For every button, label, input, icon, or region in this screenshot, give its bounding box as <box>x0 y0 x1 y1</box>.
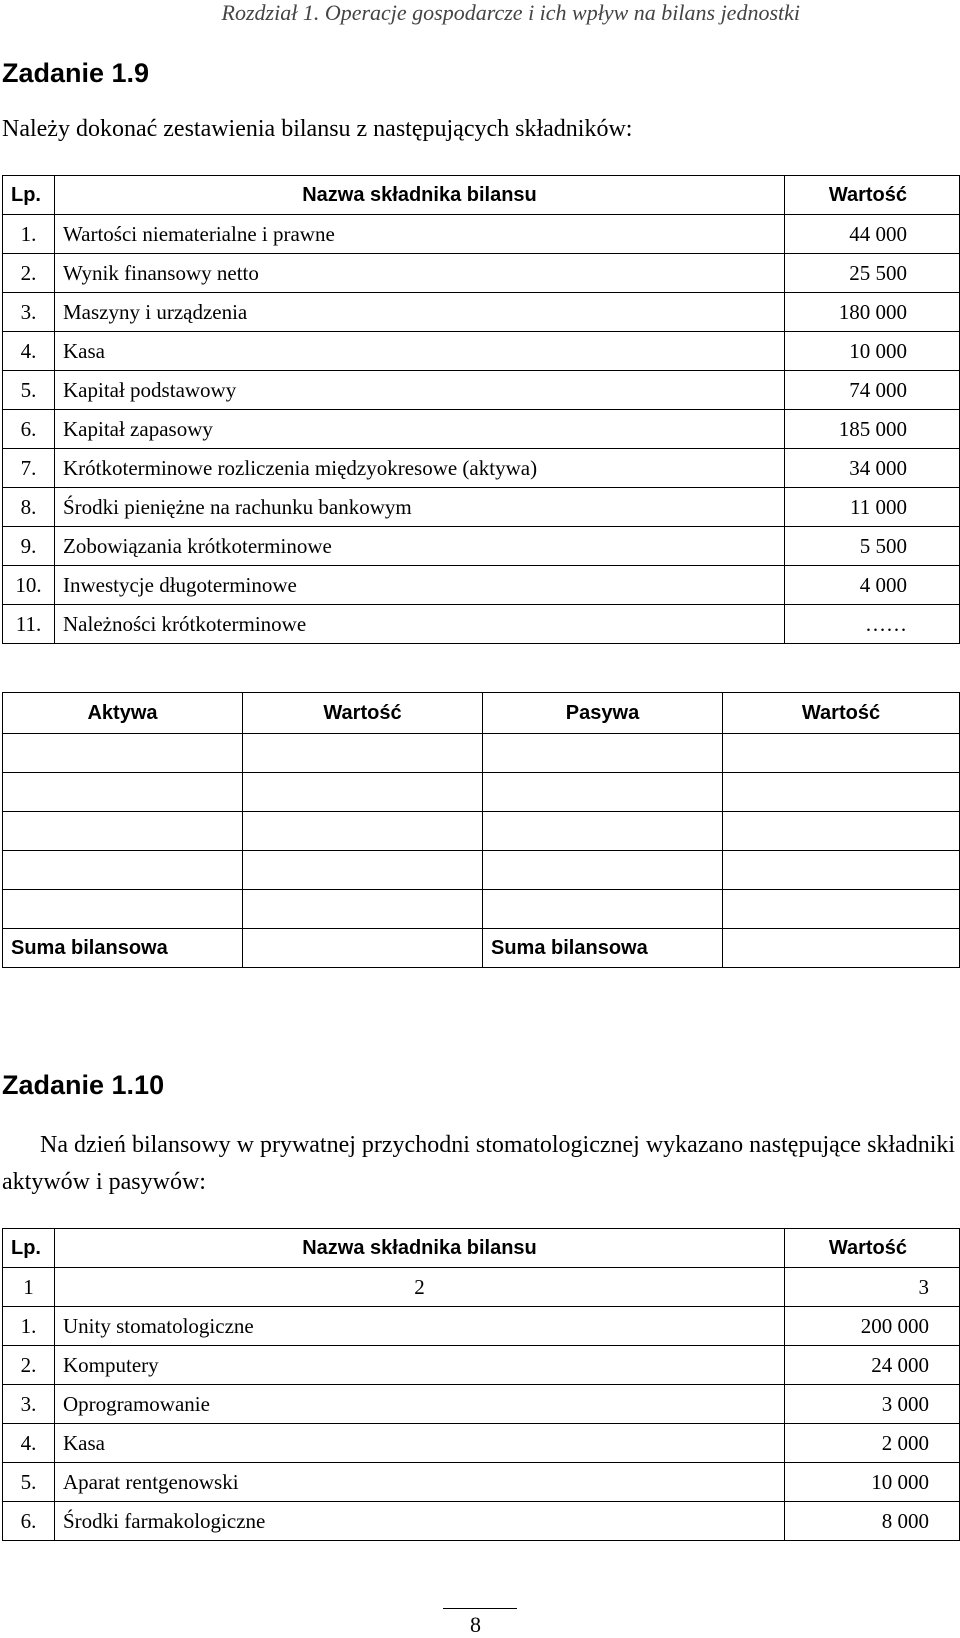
sum-liabilities-value <box>723 929 960 968</box>
task-10-title: Zadanie 1.10 <box>2 1070 165 1100</box>
row-value: 200 000 <box>785 1307 960 1346</box>
row-name: Wartości niematerialne i prawne <box>55 215 785 254</box>
row-lp: 4. <box>3 332 55 371</box>
row-lp: 4. <box>3 1424 55 1463</box>
table-row <box>3 605 960 644</box>
table-row <box>3 215 960 254</box>
row-lp: 8. <box>3 488 55 527</box>
balance-empty-row <box>3 890 960 929</box>
header-value: Wartość <box>785 176 960 215</box>
row-name: Środki pieniężne na rachunku bankowym <box>55 488 785 527</box>
header-value: Wartość <box>785 1229 960 1268</box>
row-lp: 10. <box>3 566 55 605</box>
row-name: Komputery <box>55 1346 785 1385</box>
balance-sum-row <box>3 929 960 968</box>
table-row <box>3 488 960 527</box>
empty-cell <box>483 890 723 929</box>
table-header-row <box>3 176 960 215</box>
page-number: 8 <box>470 1612 481 1637</box>
row-value: …… <box>785 605 960 644</box>
row-lp: 3. <box>3 1385 55 1424</box>
table-row <box>3 332 960 371</box>
balance-empty-row <box>3 773 960 812</box>
row-value: 3 000 <box>785 1385 960 1424</box>
table-row <box>3 1502 960 1541</box>
balance-header-row <box>3 693 960 734</box>
header-name: Nazwa składnika bilansu <box>55 1229 785 1268</box>
balance-sheet-table <box>2 692 960 968</box>
row-lp: 2. <box>3 1346 55 1385</box>
row-name: Unity stomatologiczne <box>55 1307 785 1346</box>
row-value: 74 000 <box>785 371 960 410</box>
header-liabilities-value: Wartość <box>723 693 960 734</box>
row-name: Oprogramowanie <box>55 1385 785 1424</box>
column-numbering-row <box>3 1268 960 1307</box>
row-value: 25 500 <box>785 254 960 293</box>
row-name: Należności krótkoterminowe <box>55 605 785 644</box>
table-row <box>3 1385 960 1424</box>
task-10-instruction: Na dzień bilansowy w prywatnej przychodni stomatologicznej wykazano następujące składniki aktywów i pasywów: <box>2 1132 956 1195</box>
row-value: 44 000 <box>785 215 960 254</box>
empty-cell <box>483 851 723 890</box>
header-lp: Lp. <box>3 176 55 215</box>
row-name: Kasa <box>55 332 785 371</box>
row-name: Kapitał podstawowy <box>55 371 785 410</box>
row-name: Aparat rentgenowski <box>55 1463 785 1502</box>
task-9-items-table <box>2 175 960 644</box>
table-row <box>3 566 960 605</box>
row-lp: 5. <box>3 1463 55 1502</box>
empty-cell <box>723 890 960 929</box>
empty-cell <box>3 890 243 929</box>
empty-cell <box>243 734 483 773</box>
header-assets-value: Wartość <box>243 693 483 734</box>
row-value: 34 000 <box>785 449 960 488</box>
row-lp: 9. <box>3 527 55 566</box>
row-value: 8 000 <box>785 1502 960 1541</box>
row-value: 11 000 <box>785 488 960 527</box>
running-header: Rozdział 1. Operacje gospodarcze i ich wpływ na bilans jednostki <box>221 0 800 25</box>
header-liabilities: Pasywa <box>483 693 723 734</box>
row-value: 180 000 <box>785 293 960 332</box>
row-lp: 6. <box>3 1502 55 1541</box>
table-row <box>3 449 960 488</box>
header-name: Nazwa składnika bilansu <box>55 176 785 215</box>
empty-cell <box>723 734 960 773</box>
row-lp: 3. <box>3 293 55 332</box>
empty-cell <box>723 773 960 812</box>
balance-empty-row <box>3 812 960 851</box>
numbering-value: 3 <box>785 1268 960 1307</box>
numbering-name: 2 <box>55 1268 785 1307</box>
empty-cell <box>243 851 483 890</box>
header-lp: Lp. <box>3 1229 55 1268</box>
row-lp: 6. <box>3 410 55 449</box>
row-value: 24 000 <box>785 1346 960 1385</box>
empty-cell <box>243 773 483 812</box>
header-assets: Aktywa <box>3 693 243 734</box>
row-value: 2 000 <box>785 1424 960 1463</box>
empty-cell <box>723 812 960 851</box>
table-row <box>3 1424 960 1463</box>
empty-cell <box>3 773 243 812</box>
row-name: Krótkoterminowe rozliczenia międzyokresowe (aktywa) <box>55 449 785 488</box>
balance-empty-row <box>3 851 960 890</box>
row-lp: 1. <box>3 215 55 254</box>
empty-cell <box>483 773 723 812</box>
table-row <box>3 1346 960 1385</box>
row-value: 10 000 <box>785 332 960 371</box>
table-row <box>3 410 960 449</box>
row-name: Kasa <box>55 1424 785 1463</box>
task-9-instruction: Należy dokonać zestawienia bilansu z następujących składników: <box>2 116 633 142</box>
table-row <box>3 527 960 566</box>
sum-liabilities-label: Suma bilansowa <box>483 929 723 968</box>
row-lp: 1. <box>3 1307 55 1346</box>
row-lp: 5. <box>3 371 55 410</box>
table-row <box>3 1463 960 1502</box>
row-name: Inwestycje długoterminowe <box>55 566 785 605</box>
table-header-row <box>3 1229 960 1268</box>
empty-cell <box>243 890 483 929</box>
row-name: Kapitał zapasowy <box>55 410 785 449</box>
row-value: 185 000 <box>785 410 960 449</box>
empty-cell <box>3 851 243 890</box>
row-value: 5 500 <box>785 527 960 566</box>
row-name: Wynik finansowy netto <box>55 254 785 293</box>
table-row <box>3 254 960 293</box>
row-value: 4 000 <box>785 566 960 605</box>
balance-empty-row <box>3 734 960 773</box>
row-lp: 2. <box>3 254 55 293</box>
empty-cell <box>483 734 723 773</box>
task-9-title: Zadanie 1.9 <box>2 58 150 88</box>
table-row <box>3 1307 960 1346</box>
row-value: 10 000 <box>785 1463 960 1502</box>
row-name: Środki farmakologiczne <box>55 1502 785 1541</box>
row-lp: 11. <box>3 605 55 644</box>
row-name: Maszyny i urządzenia <box>55 293 785 332</box>
page-number-rule <box>443 1608 517 1609</box>
empty-cell <box>3 734 243 773</box>
empty-cell <box>483 812 723 851</box>
table-row <box>3 371 960 410</box>
sum-assets-label: Suma bilansowa <box>3 929 243 968</box>
numbering-lp: 1 <box>3 1268 55 1307</box>
task-10-items-table <box>2 1228 960 1541</box>
sum-assets-value <box>243 929 483 968</box>
empty-cell <box>723 851 960 890</box>
empty-cell <box>243 812 483 851</box>
row-lp: 7. <box>3 449 55 488</box>
row-name: Zobowiązania krótkoterminowe <box>55 527 785 566</box>
table-row <box>3 293 960 332</box>
empty-cell <box>3 812 243 851</box>
